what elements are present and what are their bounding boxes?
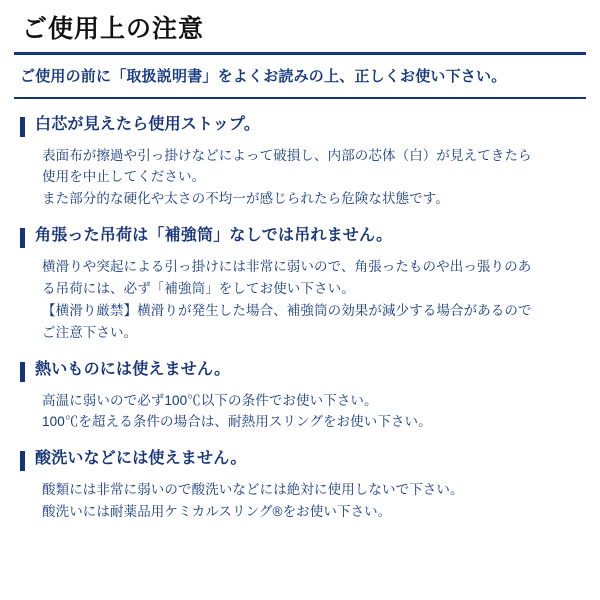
body-line: 横滑りや突起による引っ掛けには非常に弱いので、角張ったものや出っ張りのあ xyxy=(42,259,532,275)
bullet-bar-icon xyxy=(20,228,25,248)
lead-divider xyxy=(14,97,586,99)
notice-section-1 xyxy=(14,115,586,211)
notice-section-2 xyxy=(14,226,586,343)
body-line: また部分的な硬化や太さの不均一が感じられたら危険な状態です。 xyxy=(42,191,449,207)
section-body xyxy=(42,256,586,343)
body-line: る吊荷には、必ず「補強筒」をしてお使い下さい。 xyxy=(42,280,355,296)
body-line: 使用を中止してください。 xyxy=(42,169,206,185)
section-header xyxy=(20,226,586,248)
body-line: 酸類には非常に弱いので酸洗いなどには絶対に使用しないで下さい。 xyxy=(42,482,464,498)
body-line: 【横滑り厳禁】横滑りが発生した場合、補強筒の効果が減少する場合があるので xyxy=(42,302,532,318)
page-title: ご使用上の注意 xyxy=(22,15,205,43)
body-line: 100℃を超える条件の場合は、耐熱用スリングをお使い下さい。 xyxy=(42,414,432,430)
section-title: 白芯が見えたら使用ストップ。 xyxy=(35,115,261,133)
body-line: 表面布が擦過や引っ掛けなどによって破損し、内部の芯体（白）が見えてきたら xyxy=(42,147,532,163)
body-line: 高温に弱いので必ず100℃以下の条件でお使い下さい。 xyxy=(42,392,378,408)
section-body xyxy=(42,479,586,523)
section-body xyxy=(42,145,586,211)
section-title: 酸洗いなどには使えません。 xyxy=(35,450,247,468)
section-title: 角張った吊荷は「補強筒」なしでは吊れません。 xyxy=(35,227,393,245)
bullet-bar-icon xyxy=(20,117,25,137)
lead-text: ご使用の前に「取扱説明書」をよくお読みの上、正しくお使い下さい。 xyxy=(20,68,507,85)
section-body xyxy=(42,390,586,434)
section-title: 熱いものには使えません。 xyxy=(35,360,231,378)
body-line: 酸洗いには耐薬品用ケミカルスリング®をお使い下さい。 xyxy=(42,504,392,520)
section-header xyxy=(20,360,586,382)
body-line: ご注意下さい。 xyxy=(42,324,138,340)
bullet-bar-icon xyxy=(20,451,25,471)
notice-section-4 xyxy=(14,449,586,523)
section-header xyxy=(20,449,586,471)
section-header xyxy=(20,115,586,137)
bullet-bar-icon xyxy=(20,362,25,382)
notice-section-3 xyxy=(14,360,586,434)
